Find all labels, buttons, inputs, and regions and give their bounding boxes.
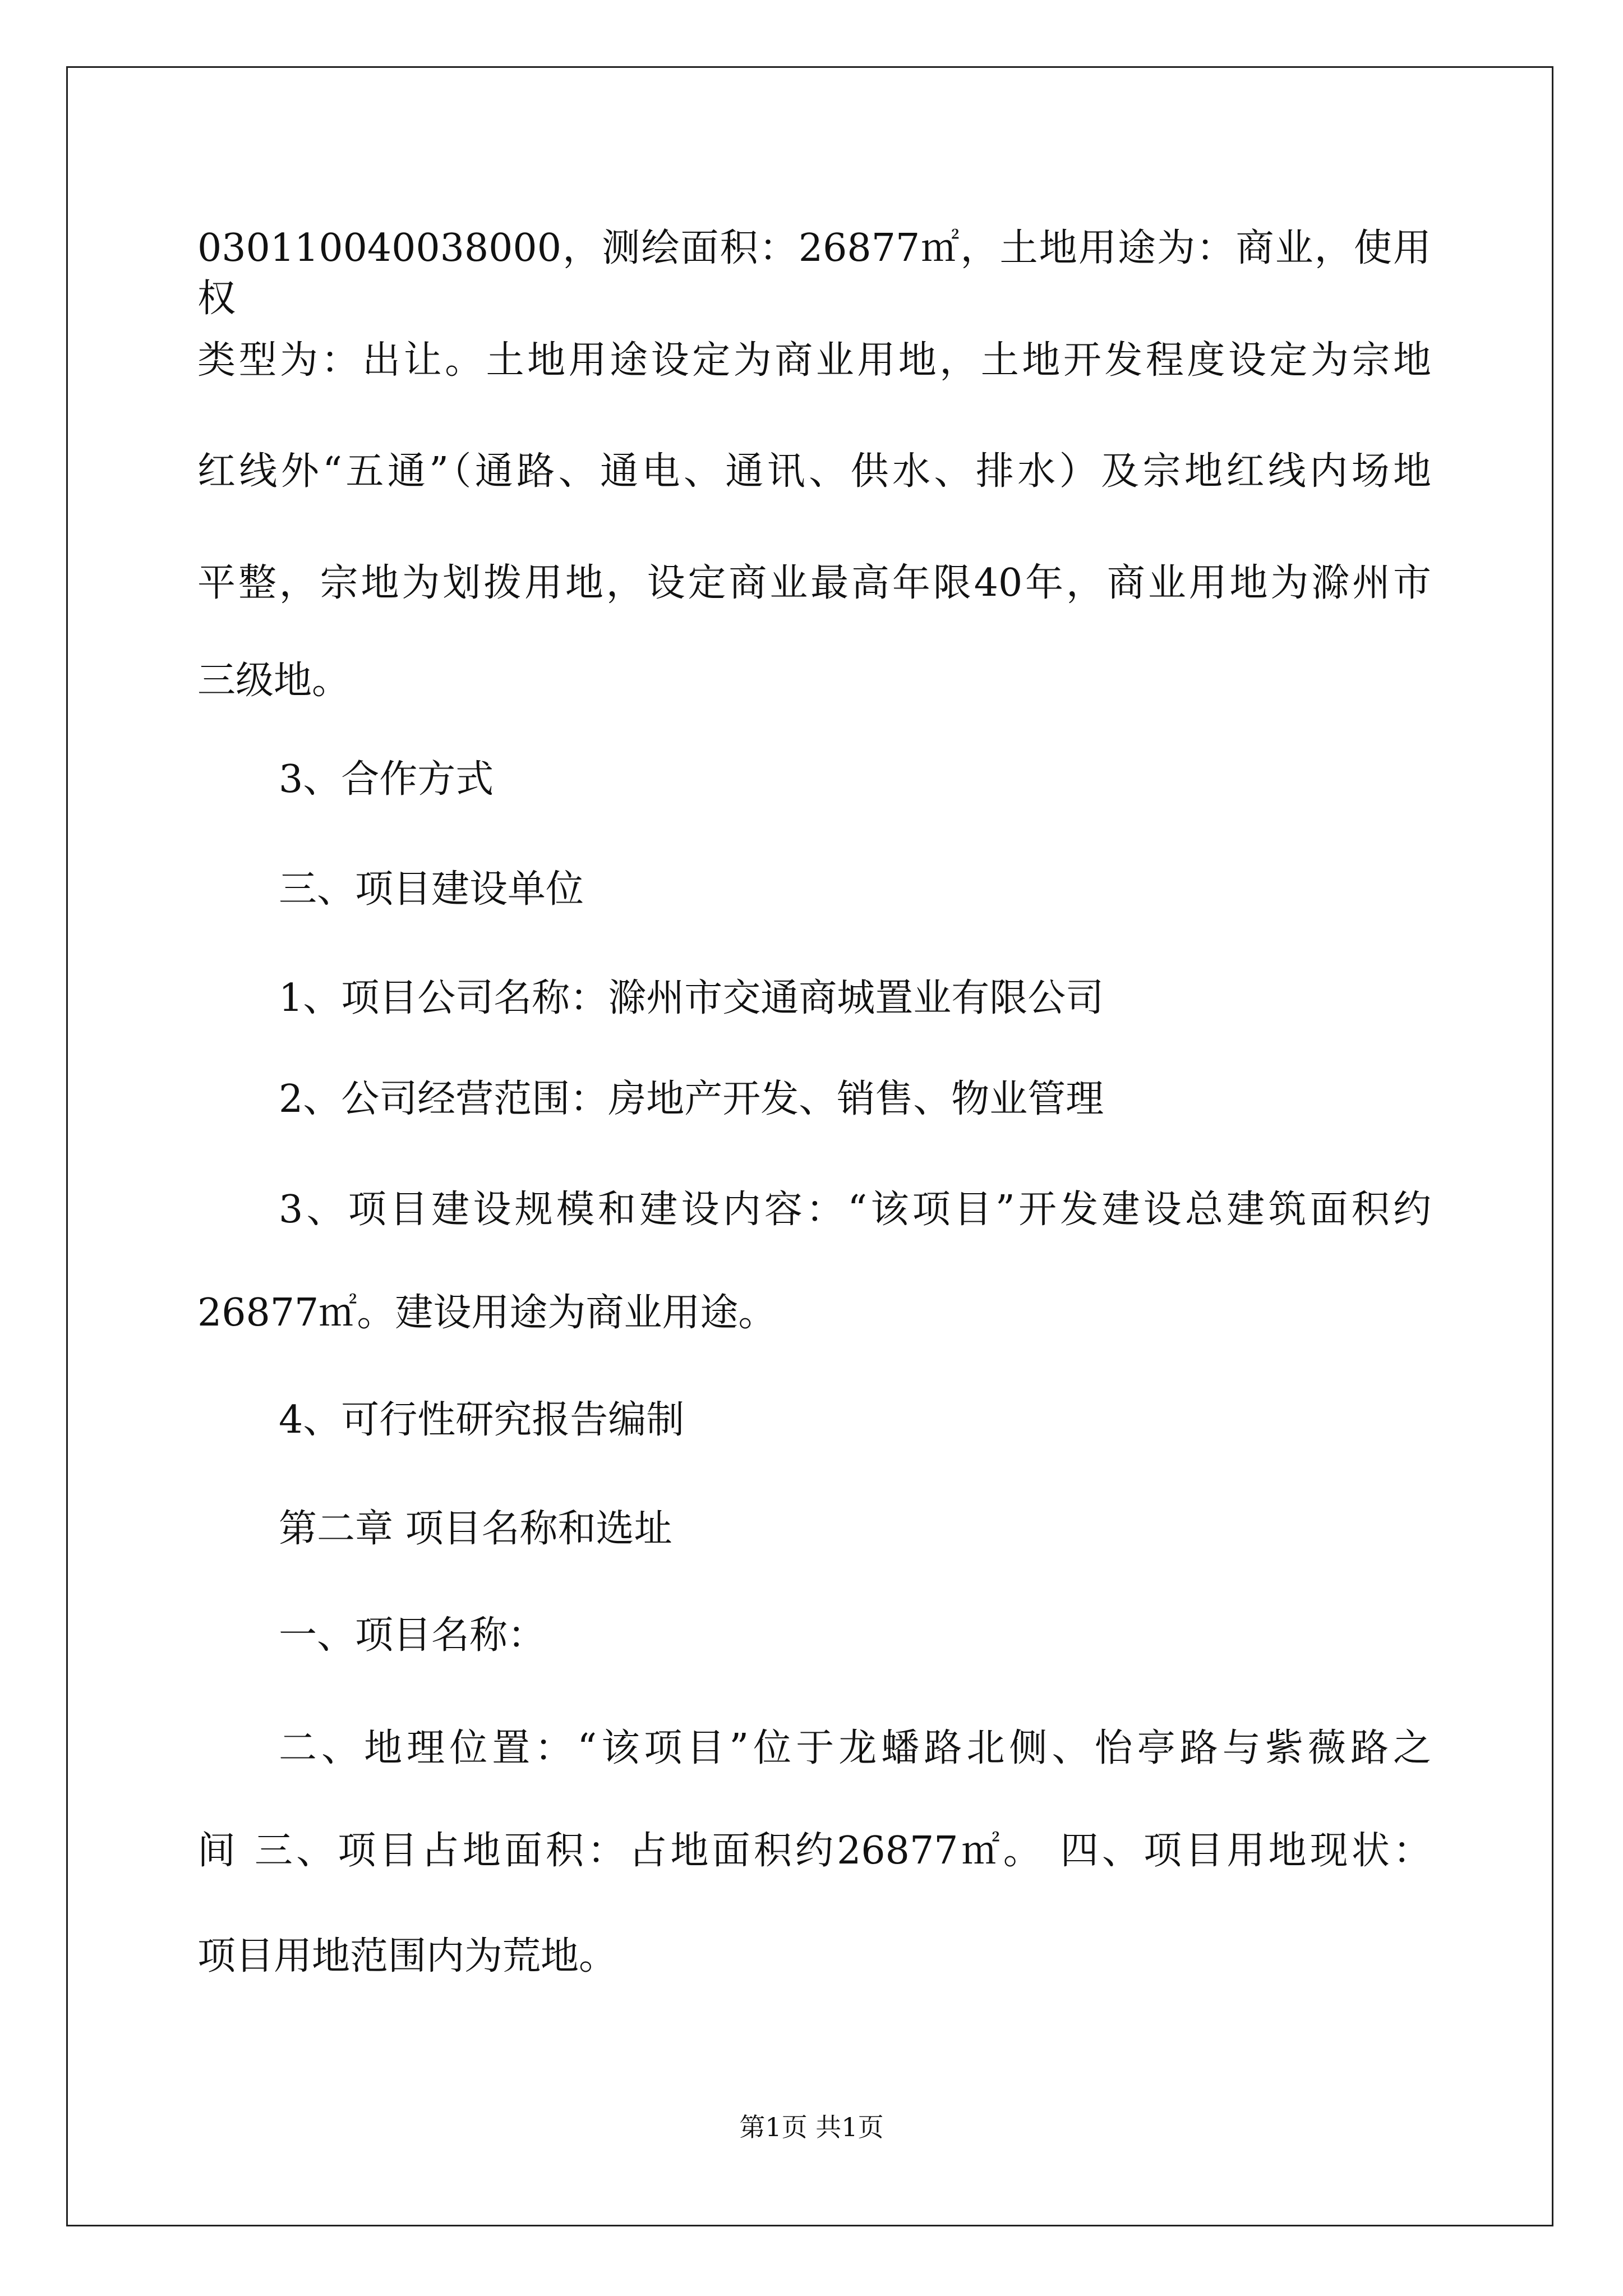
- page-border: [66, 66, 1553, 2226]
- body-text-line: 3、项目建设规模和建设内容：“该项目”开发建设总建筑面积约: [279, 1188, 1431, 1232]
- body-text-line: 1、项目公司名称：滁州市交通商城置业有限公司: [279, 976, 1104, 1020]
- body-text-line: 项目用地范围内为荒地。: [197, 1934, 617, 1978]
- body-text-line: 类型为：出让。土地用途设定为商业用地，土地开发程度设定为宗地: [197, 338, 1431, 383]
- body-text-line: 平整，宗地为划拨用地，设定商业最高年限40年，商业用地为滁州市: [197, 561, 1431, 605]
- body-text-line: 二、地理位置：“该项目”位于龙蟠路北侧、怡亭路与紫薇路之: [279, 1726, 1431, 1770]
- body-text-line: 红线外“五通”（通路、通电、通讯、供水、排水）及宗地红线内场地: [197, 449, 1431, 494]
- section-heading: 3、合作方式: [279, 757, 494, 802]
- body-text-line: 26877㎡。建设用途为商业用途。: [197, 1291, 777, 1335]
- section-heading: 4、可行性研究报告编制: [279, 1398, 685, 1442]
- chapter-heading: 第二章 项目名称和选址: [279, 1507, 672, 1551]
- body-text-line: 三级地。: [197, 659, 351, 703]
- section-heading: 一、项目名称：: [279, 1613, 546, 1658]
- page-footer: 第1页 共1页: [739, 2112, 884, 2142]
- section-heading: 三、项目建设单位: [279, 867, 584, 912]
- body-text-line: 030110040038000，测绘面积：26877㎡，土地用途为：商业，使用权: [197, 226, 1431, 321]
- body-text-line: 2、公司经营范围：房地产开发、销售、物业管理: [279, 1077, 1104, 1121]
- body-text-line: 间 三、项目占地面积：占地面积约26877㎡。 四、项目用地现状：: [197, 1829, 1431, 1873]
